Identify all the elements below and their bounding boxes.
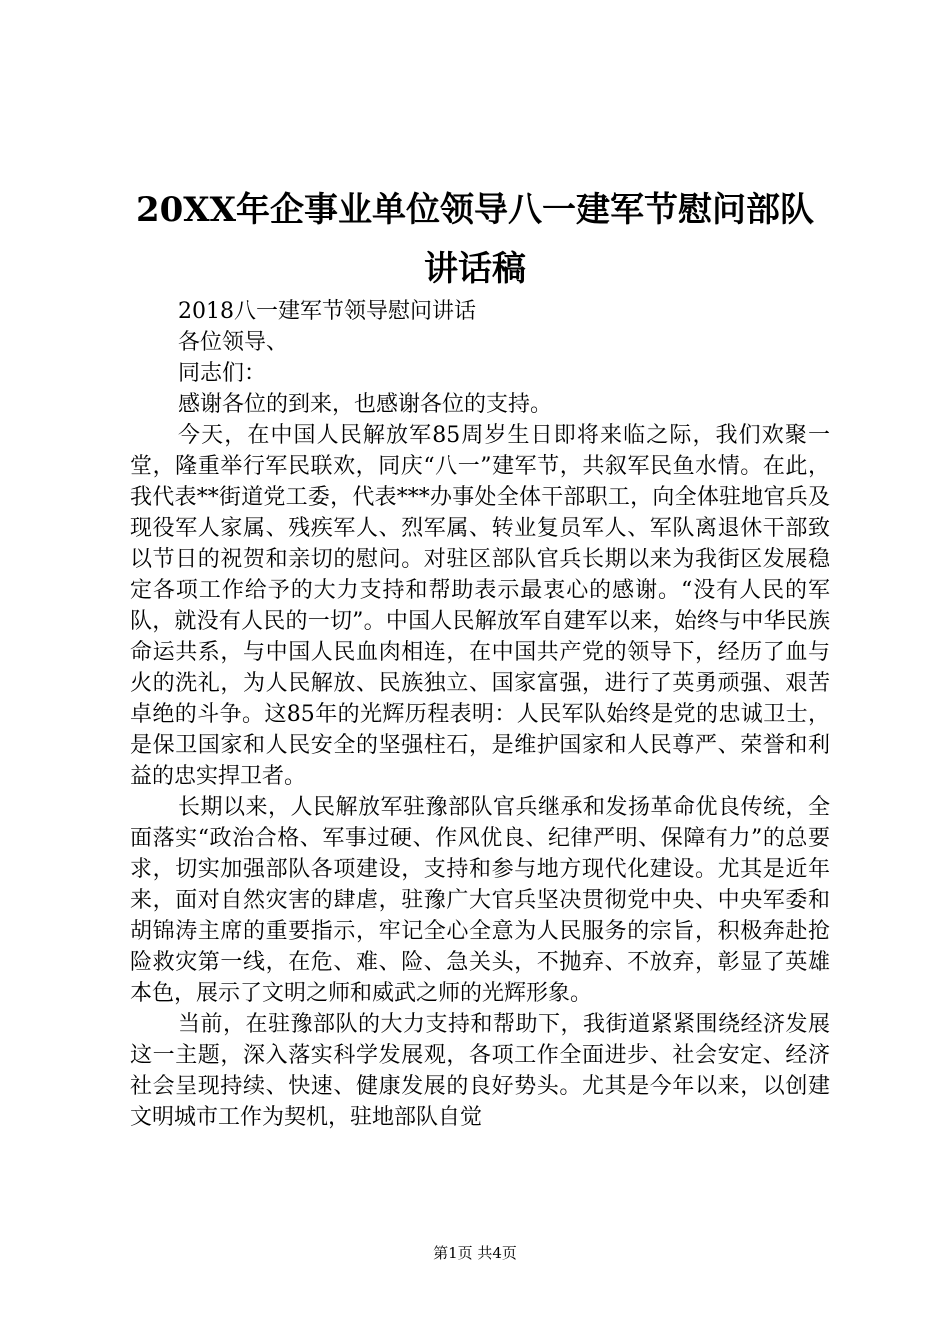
paragraph-thanks: 感谢各位的到来，也感谢各位的支持。 (178, 392, 553, 417)
page-number-footer: 第1页 共4页 (433, 1244, 517, 1262)
paragraph-anniversary: 今天，在中国人民解放军85周岁生日即将来临之际，我们欢聚一堂，隆重举行军民联欢，同庆“八一”建军节，共叙军民鱼水情。在此，我代表**街道党工委，代表***办事处全体干部职工，向全体驻地官兵及现役军人家属、残疾军人、烈军属、转业复员军人、军队离退休干部致以节日的祝贺和亲切的慰问。对驻区部队官兵长期以来为我街区发展稳定各项工作给予的大力支持和帮助表示最衷心的感谢。“没有人民的军队，就没有人民的一切”。中国人民解放军自建军以来，始终与中华民族命运共系，与中国人民血肉相连，在中国共产党的领导下，经历了血与火的洗礼，为人民解放、民族独立、国家富强，进行了英勇顽强、艰苦卓绝的斗争。这85年的光辉历程表明：人民军队始终是党的忠诚卫士，是保卫国家和人民安全的坚强柱石，是维护国家和人民尊严、荣誉和利益的忠实捍卫者。 (130, 423, 830, 789)
salutation-leaders: 各位领导、 (178, 330, 289, 355)
speech-subtitle: 2018八一建军节领导慰问讲话 (178, 299, 476, 324)
paragraph-current: 当前，在驻豫部队的大力支持和帮助下，我街道紧紧围绕经济发展这一主题，深入落实科学发展观，各项工作全面进步、社会安定、经济社会呈现持续、快速、健康发展的良好势头。尤其是今年以来，以创建文明城市工作为契机，驻地部队自觉 (130, 1012, 830, 1130)
salutation-comrades: 同志们： (178, 361, 267, 386)
paragraph-troops: 长期以来，人民解放军驻豫部队官兵继承和发扬革命优良传统，全面落实“政治合格、军事过硬、作风优良、纪律严明、保障有力”的总要求，切实加强部队各项建设，支持和参与地方现代化建设。尤其是近年来，面对自然灾害的肆虐，驻豫广大官兵坚决贯彻党中央、中央军委和胡锦涛主席的重要指示，牢记全心全意为人民服务的宗旨，积极奔赴抢险救灾第一线，在危、难、险、急关头，不抛弃、不放弃，彰显了英雄本色，展示了文明之师和威武之师的光辉形象。 (130, 795, 830, 1006)
document-title-line-2: 讲话稿 (424, 249, 526, 289)
document-body (130, 296, 830, 1133)
document-title-line-1: 20XX年企事业单位领导八一建军节慰问部队 (135, 190, 815, 230)
